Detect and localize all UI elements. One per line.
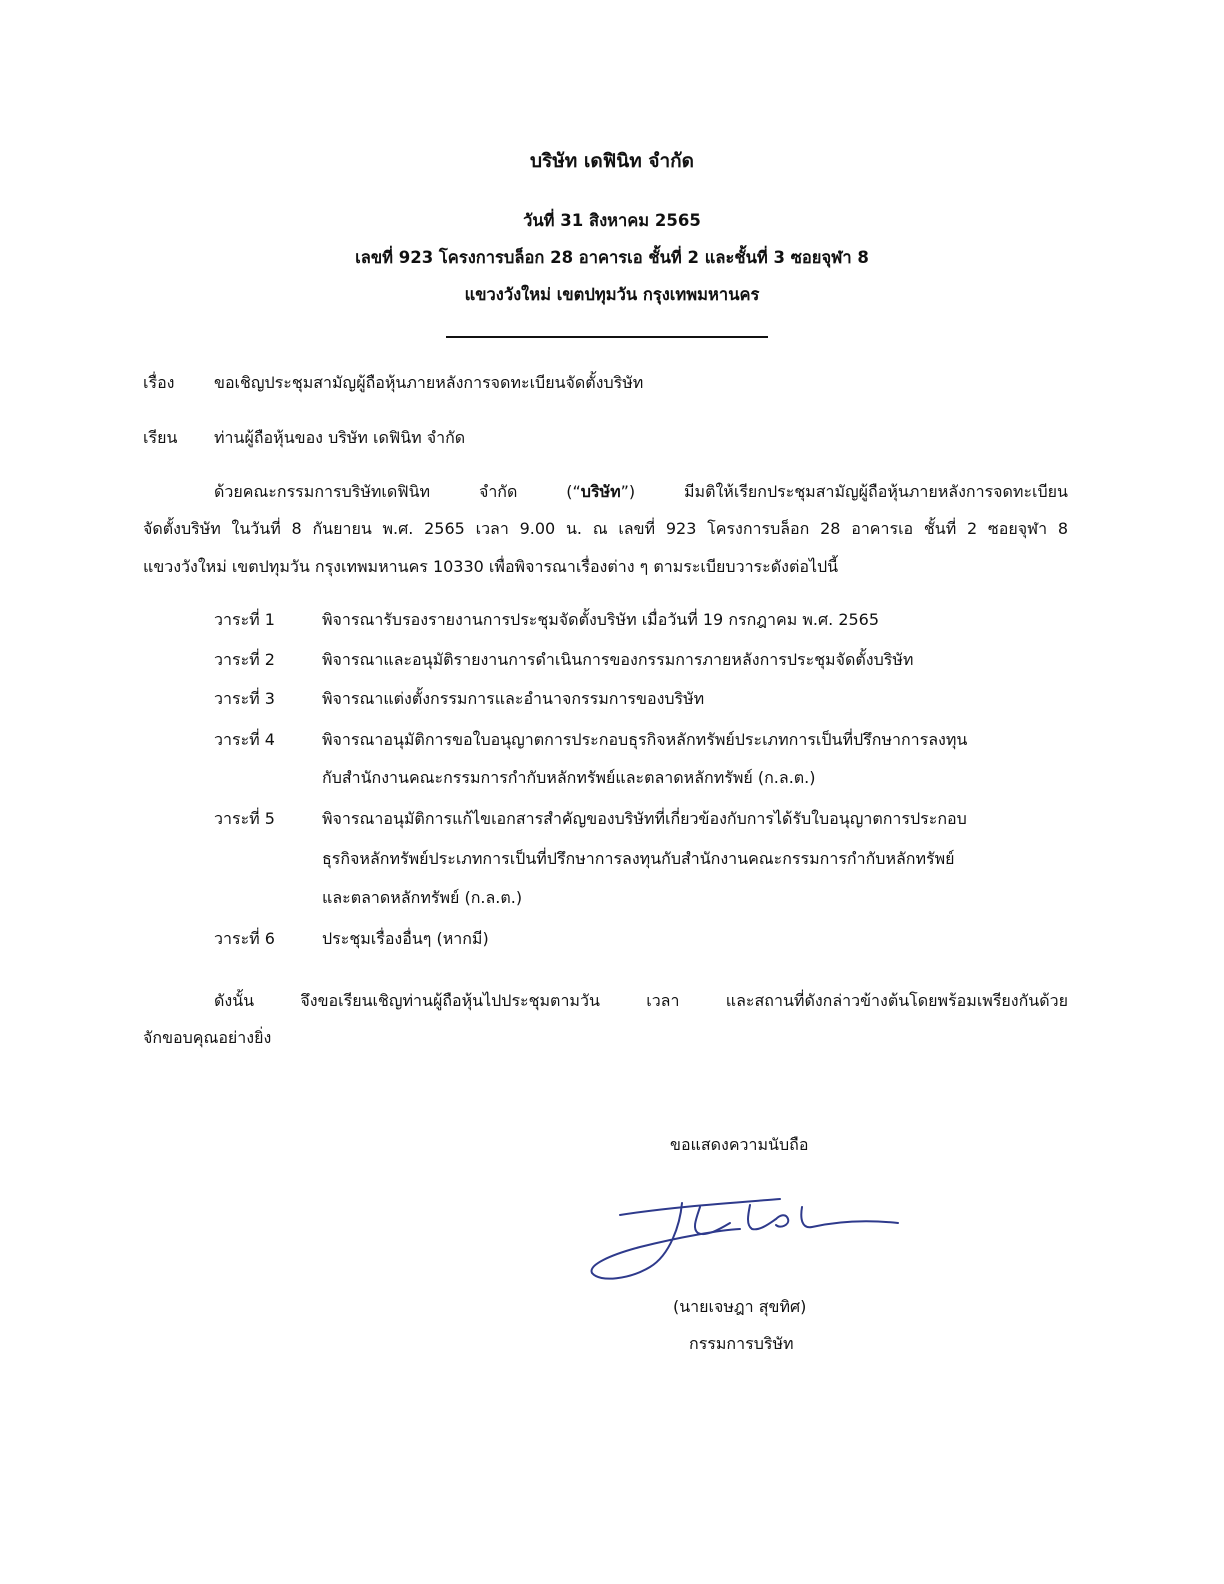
agenda-5-text-line-3: และตลาดหลักทรัพย์ (ก.ล.ต.) [322,888,523,907]
agenda-1-text: พิจารณารับรองรายงานการประชุมจัดตั้งบริษัท เมื่อวันที่ 19 กรกฎาคม พ.ศ. 2565 [322,610,880,629]
conclusion-line-1: ดังนั้น จึงขอเรียนเชิญท่านผู้ถือหุ้นไปประชุมตามวัน เวลา และสถานที่ดังกล่าวข้างต้นโดยพร้อมเพรียงกันด้วย [214,991,1068,1010]
agenda-3-number: วาระที่ 3 [214,689,275,708]
agenda-4-text-line-1: พิจารณาอนุมัติการขอใบอนุญาตการประกอบธุรกิจหลักทรัพย์ประเภทการเป็นที่ปรึกษาการลงทุน [322,730,968,749]
recipient-label: เรียน [143,428,178,447]
conclusion-line-2: จักขอบคุณอย่างยิ่ง [143,1028,272,1047]
address-line-2: แขวงวังใหม่ เขตปทุมวัน กรุงเทพมหานคร [464,285,760,304]
agenda-2-text: พิจารณาและอนุมัติรายงานการดำเนินการของกรรมการภายหลังการประชุมจัดตั้งบริษัท [322,650,914,669]
recipient-text: ท่านผู้ถือหุ้นของ บริษัท เดฟินิท จำกัด [214,428,466,447]
subject-text: ขอเชิญประชุมสามัญผู้ถือหุ้นภายหลังการจดทะเบียนจัดตั้งบริษัท [214,373,644,392]
intro-line-3: แขวงวังใหม่ เขตปทุมวัน กรุงเทพมหานคร 10330 เพื่อพิจารณาเรื่องต่าง ๆ ตามระเบียบวาระดังต่อไปนี้ [143,557,839,576]
intro-line-1-b: ”) มีมติให้เรียกประชุมสามัญผู้ถือหุ้นภายหลังการจดทะเบียน [620,482,1068,501]
agenda-2-number: วาระที่ 2 [214,650,275,669]
agenda-6-number: วาระที่ 6 [214,929,275,948]
address-line-1: เลขที่ 923 โครงการบล็อก 28 อาคารเอ ชั้นที่ 2 และชั้นที่ 3 ซอยจุฬา 8 [355,248,869,267]
agenda-4-number: วาระที่ 4 [214,730,275,749]
signatory-name: (นายเจษฎา สุขทิศ) [673,1297,807,1316]
agenda-5-number: วาระที่ 5 [214,809,275,828]
header-divider [446,336,768,338]
agenda-6-text: ประชุมเรื่องอื่นๆ (หากมี) [322,929,489,948]
company-name: บริษัท เดฟินิท จำกัด [530,150,694,172]
intro-line-1 [214,482,1068,502]
agenda-3-text: พิจารณาแต่งตั้งกรรมการและอำนาจกรรมการของบริษัท [322,689,705,708]
intro-line-1-a: ด้วยคณะกรรมการบริษัทเดฟินิท จำกัด (“ [214,482,581,501]
letter-date: วันที่ 31 สิงหาคม 2565 [523,211,701,230]
intro-company-term: บริษัท [580,482,621,501]
subject-label: เรื่อง [143,373,175,392]
intro-line-2: จัดตั้งบริษัท ในวันที่ 8 กันยายน พ.ศ. 2565 เวลา 9.00 น. ณ เลขที่ 923 โครงการบล็อก 28 อาคารเอ ชั้นที่ 2 ซอยจุฬา 8 [143,519,1069,538]
handwritten-signature [580,1185,920,1295]
agenda-5-text-line-2: ธุรกิจหลักทรัพย์ประเภทการเป็นที่ปรึกษาการลงทุนกับสำนักงานคณะกรรมการกำกับหลักทรัพย์ [322,849,955,868]
closing-phrase: ขอแสดงความนับถือ [670,1135,809,1154]
agenda-5-text-line-1: พิจารณาอนุมัติการแก้ไขเอกสารสำคัญของบริษัทที่เกี่ยวข้องกับการได้รับใบอนุญาตการประกอบ [322,809,967,828]
agenda-4-text-line-2: กับสำนักงานคณะกรรมการกำกับหลักทรัพย์และตลาดหลักทรัพย์ (ก.ล.ต.) [322,768,816,787]
signatory-position: กรรมการบริษัท [689,1334,794,1353]
agenda-1-number: วาระที่ 1 [214,610,275,629]
